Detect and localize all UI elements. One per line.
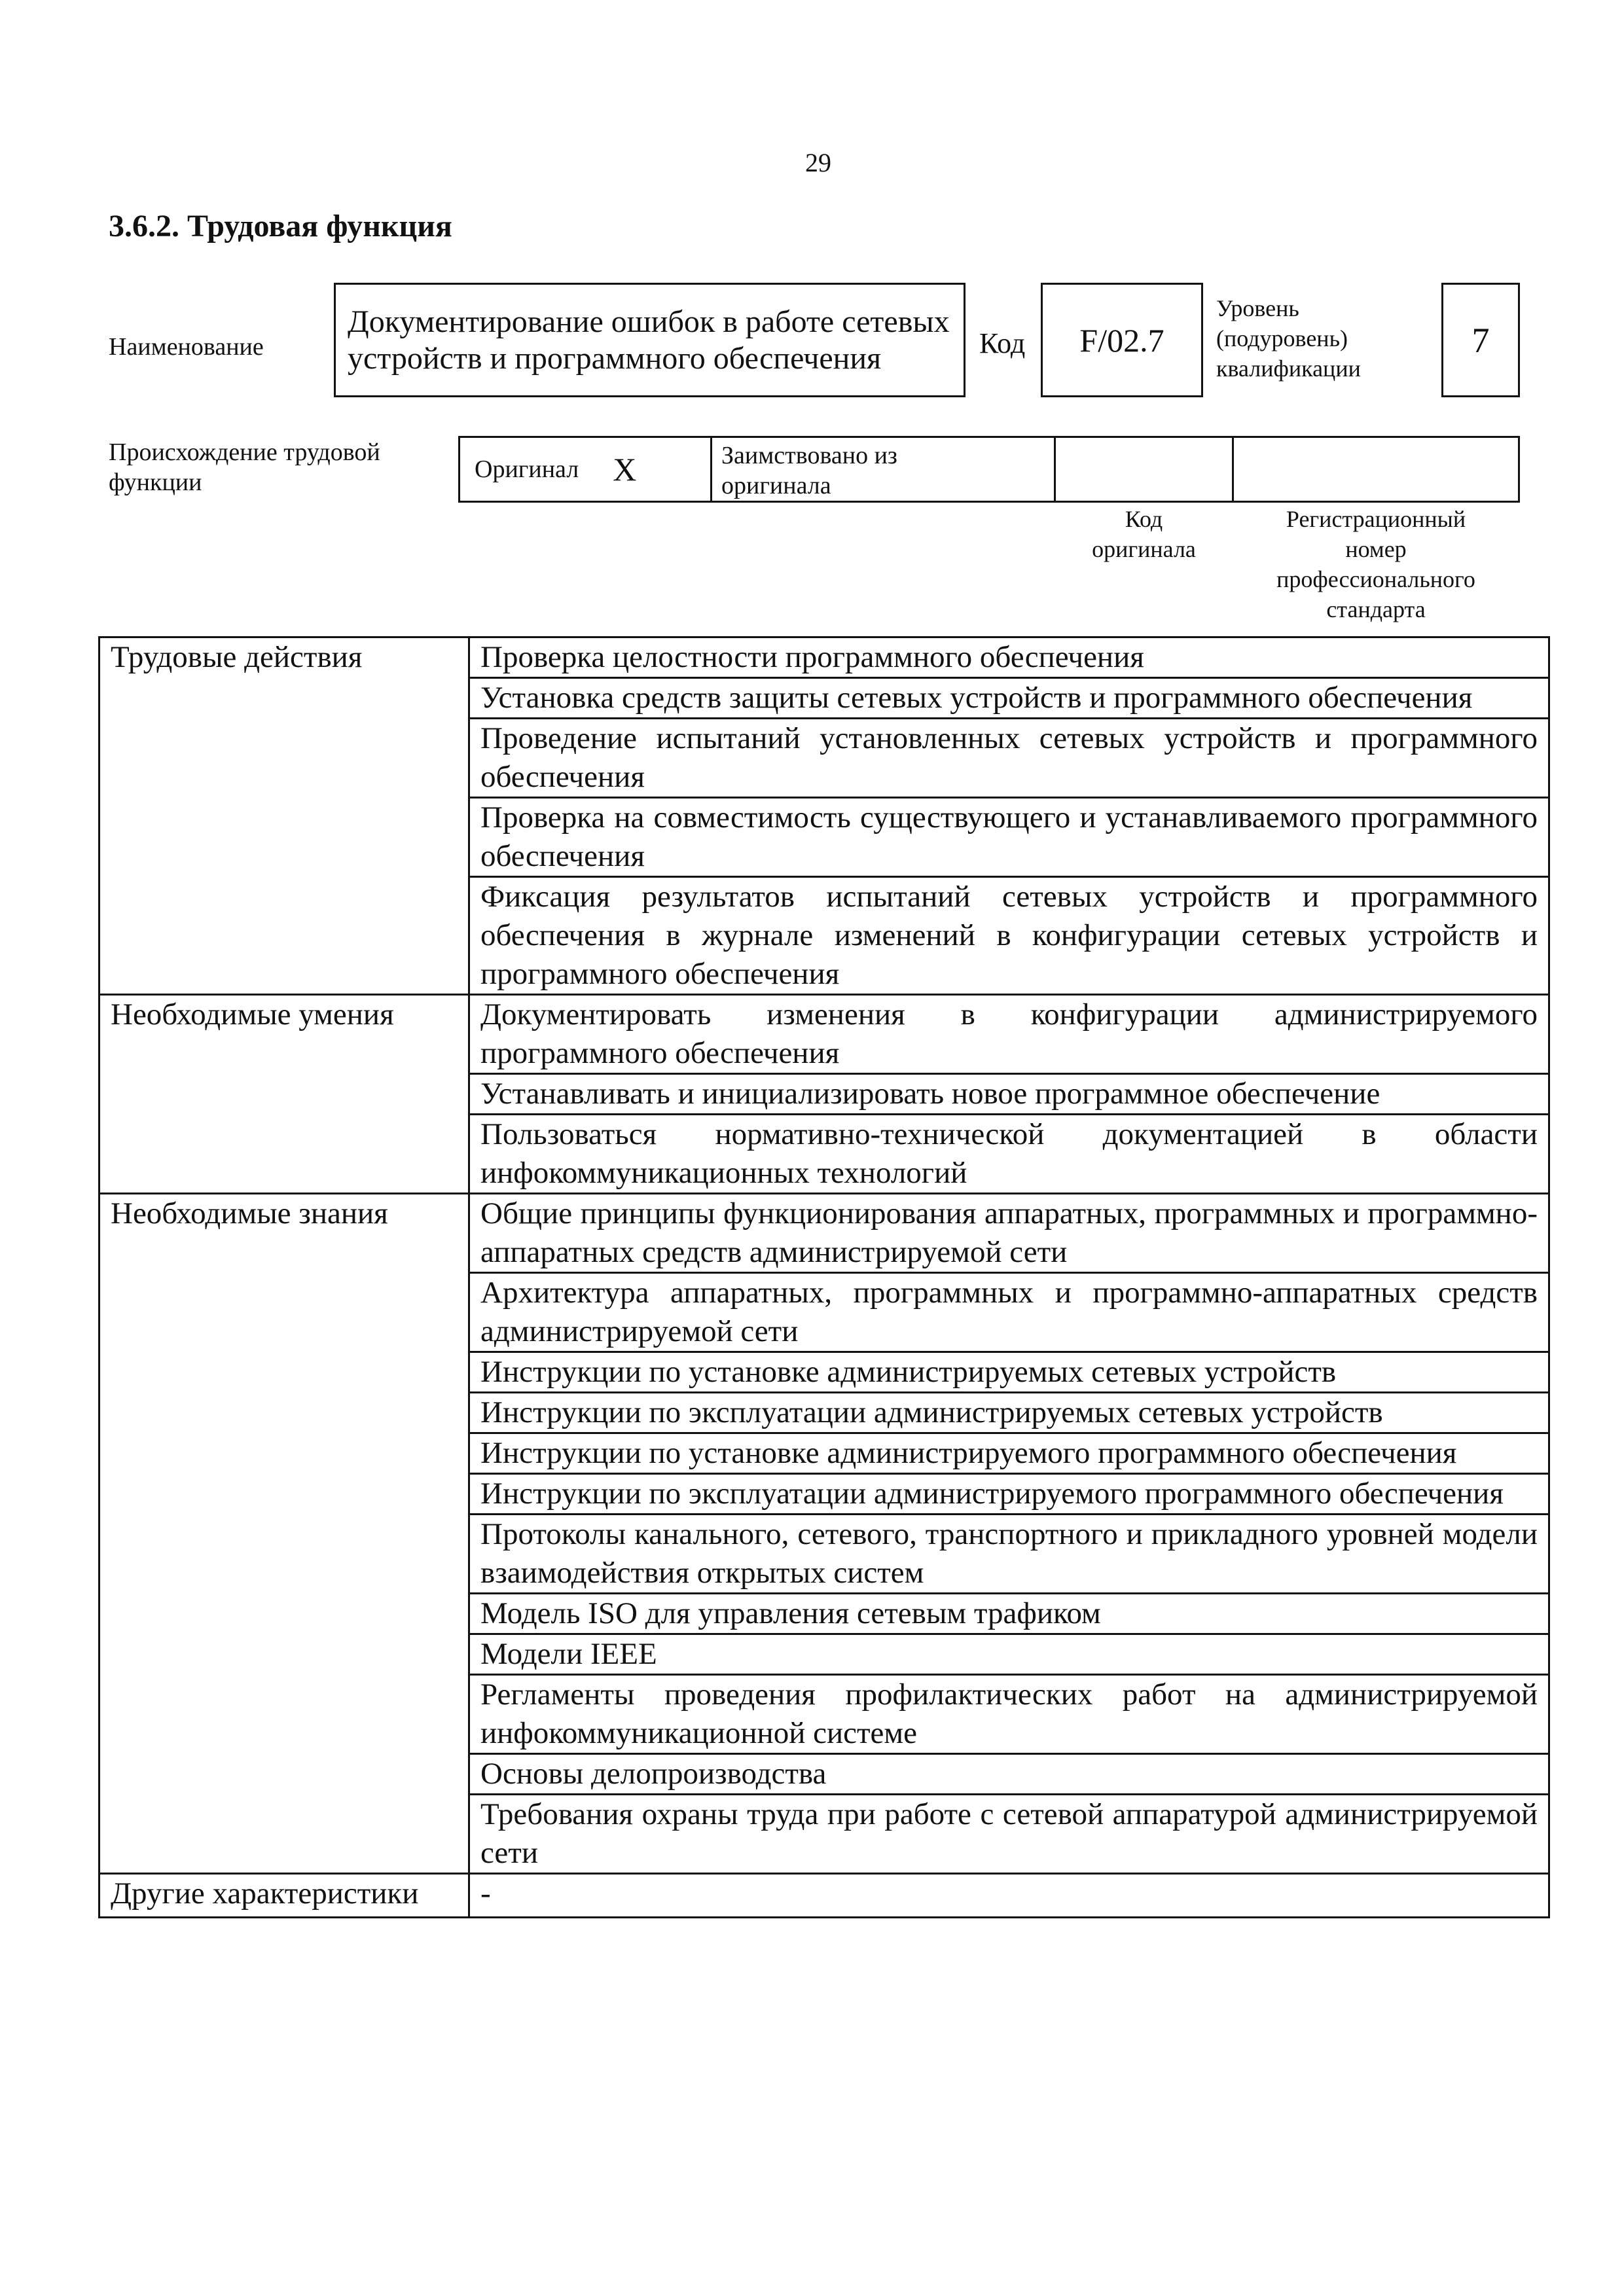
code-box xyxy=(1041,283,1203,397)
knowledge-item: Требования охраны труда при работе с сетевой аппаратурой администрируемой сети xyxy=(469,1795,1549,1874)
original-mark: X xyxy=(613,451,637,488)
action-item: Проверка целостности программного обеспечения xyxy=(469,637,1549,678)
action-item: Проверка на совместимость существующего и устанавливаемого программного обеспечения xyxy=(469,798,1549,877)
level-label-line-3: квалификации xyxy=(1216,355,1361,382)
original-code-caption xyxy=(1060,504,1227,564)
origin-label-line-2: функции xyxy=(109,469,202,496)
borrowed-label-line-2: оригинала xyxy=(721,472,831,499)
action-item: Фиксация результатов испытаний сетевых устройств и программного обеспечения в журнале изменений в конфигурации сетевых устройств и программного обеспечения xyxy=(469,877,1549,995)
table-row xyxy=(99,637,1549,678)
knowledge-item: Общие принципы функционирования аппаратных, программных и программно-аппаратных средств администрируемой сети xyxy=(469,1194,1549,1273)
registration-caption-line-2: номер xyxy=(1345,536,1407,562)
knowledge-item: Инструкции по установке администрируемых сетевых устройств xyxy=(469,1352,1549,1393)
table-row xyxy=(99,1874,1549,1918)
knowledge-item: Основы делопроизводства xyxy=(469,1754,1549,1795)
skill-item: Устанавливать и инициализировать новое программное обеспечение xyxy=(469,1074,1549,1115)
name-label: Наименование xyxy=(109,333,264,361)
original-code-caption-line-1: Код xyxy=(1125,506,1163,532)
knowledge-item: Инструкции по эксплуатации администрируемых сетевых устройств xyxy=(469,1393,1549,1433)
level-label xyxy=(1216,293,1361,384)
original-code-caption-line-2: оригинала xyxy=(1092,536,1196,562)
original-cell xyxy=(458,436,712,503)
origin-label-line-1: Происхождение трудовой xyxy=(109,439,380,466)
actions-label: Трудовые действия xyxy=(99,637,469,995)
other-characteristics-label: Другие характеристики xyxy=(99,1874,469,1918)
skills-label: Необходимые умения xyxy=(99,995,469,1194)
borrowed-label-line-1: Заимствовано из xyxy=(721,442,897,469)
skill-item: Пользоваться нормативно-технической документацией в области инфокоммуникационных технологий xyxy=(469,1115,1549,1194)
table-row xyxy=(99,1194,1549,1273)
function-name-box xyxy=(334,283,965,397)
action-item: Проведение испытаний установленных сетевых устройств и программного обеспечения xyxy=(469,719,1549,798)
registration-number-caption xyxy=(1232,504,1520,624)
code-value: F/02.7 xyxy=(1079,321,1164,359)
skill-item: Документировать изменения в конфигурации администрируемого программного обеспечения xyxy=(469,995,1549,1074)
registration-caption-line-3: профессионального xyxy=(1276,566,1475,592)
knowledge-item: Модели IEEE xyxy=(469,1634,1549,1675)
knowledge-item: Протоколы канального, сетевого, транспортного и прикладного уровней модели взаимодействия открытых систем xyxy=(469,1515,1549,1594)
borrowed-cell xyxy=(710,436,1056,503)
knowledge-item: Архитектура аппаратных, программных и программно-аппаратных средств администрируемой сети xyxy=(469,1273,1549,1352)
original-code-cell xyxy=(1054,436,1234,503)
knowledge-item: Инструкции по эксплуатации администрируемого программного обеспечения xyxy=(469,1474,1549,1515)
origin-label xyxy=(109,437,380,497)
knowledge-item: Регламенты проведения профилактических работ на администрируемой инфокоммуникационной системе xyxy=(469,1675,1549,1754)
other-characteristics-value: - xyxy=(469,1874,1549,1918)
level-label-line-1: Уровень xyxy=(1216,295,1299,321)
table-row xyxy=(99,995,1549,1074)
knowledge-label: Необходимые знания xyxy=(99,1194,469,1874)
level-value: 7 xyxy=(1471,320,1490,360)
original-label: Оригинал xyxy=(475,456,579,483)
level-label-line-2: (подуровень) xyxy=(1216,325,1348,351)
registration-caption-line-1: Регистрационный xyxy=(1286,506,1466,532)
registration-number-cell xyxy=(1232,436,1520,503)
page-number: 29 xyxy=(805,148,831,177)
section-title: 3.6.2. Трудовая функция xyxy=(109,209,452,243)
knowledge-item: Модель ISO для управления сетевым трафиком xyxy=(469,1594,1549,1634)
function-name-value: Документирование ошибок в работе сетевых устройств и программного обеспечения xyxy=(348,304,950,376)
registration-caption-line-4: стандарта xyxy=(1326,596,1426,622)
function-details-table xyxy=(98,636,1550,1918)
knowledge-item: Инструкции по установке администрируемого программного обеспечения xyxy=(469,1433,1549,1474)
action-item: Установка средств защиты сетевых устройств и программного обеспечения xyxy=(469,678,1549,719)
level-box xyxy=(1441,283,1520,397)
code-label: Код xyxy=(979,327,1026,359)
